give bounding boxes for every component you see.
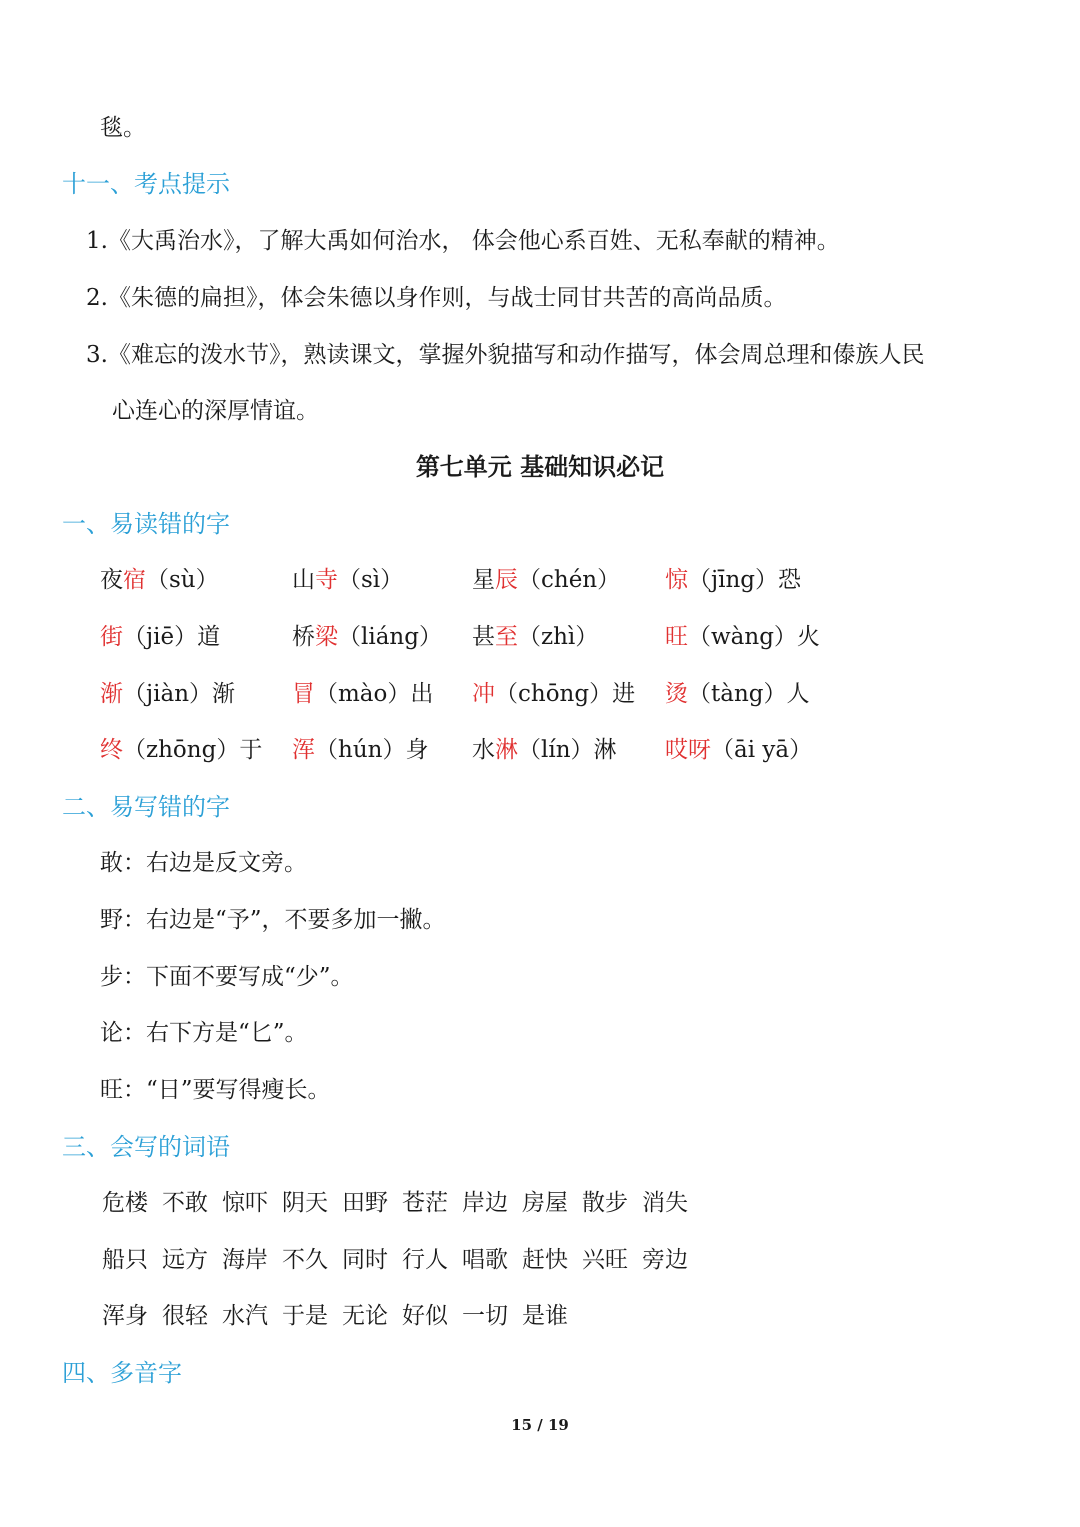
section-11-item-2: 2.《朱德的扁担》，体会朱德以身作则，与战士同甘共苦的高尚品质。 <box>86 285 787 311</box>
section-3-heading: 三、会写的词语 <box>62 1133 230 1161</box>
pinyin-entry-highlight: 淋 <box>495 737 518 763</box>
words-row <box>102 1245 702 1275</box>
pinyin-entry-reading: （chén） <box>518 567 621 593</box>
pinyin-entry-highlight: 宿 <box>123 567 146 593</box>
pinyin-entry-prefix: 水 <box>472 737 495 763</box>
pinyin-entry-highlight: 烫 <box>665 681 688 707</box>
pinyin-entry <box>665 622 820 652</box>
word-item: 兴旺 <box>582 1247 628 1273</box>
section-11-heading: 十一、考点提示 <box>62 170 230 198</box>
section-11-item-3: 3.《难忘的泼水节》，熟读课文，掌握外貌描写和动作描写，体会周总理和傣族人民 <box>86 342 925 368</box>
pinyin-entry-highlight: 冒 <box>292 681 315 707</box>
pinyin-entry-highlight: 街 <box>100 624 123 650</box>
pinyin-entry-reading: （tàng）人 <box>688 681 810 707</box>
pinyin-entry-highlight: 冲 <box>472 681 495 707</box>
word-item: 房屋 <box>522 1190 568 1216</box>
pinyin-entry-reading: （jīng）恐 <box>688 567 802 593</box>
section-1-heading: 一、易读错的字 <box>62 510 230 538</box>
section-2-heading: 二、易写错的字 <box>62 793 230 821</box>
section-11-item-3-cont: 心连心的深厚情谊。 <box>112 398 319 424</box>
section-2-item-4: 论：右下方是“匕”。 <box>100 1020 308 1046</box>
pinyin-entry-prefix: 桥 <box>292 624 315 650</box>
word-item: 一切 <box>462 1303 508 1329</box>
pinyin-entry-reading: （chōng）进 <box>495 681 636 707</box>
pinyin-entry-reading: （lín）淋 <box>518 737 617 763</box>
section-2-item-1: 敢：右边是反文旁。 <box>100 850 307 876</box>
pinyin-entry <box>472 622 598 652</box>
word-item: 危楼 <box>102 1190 148 1216</box>
word-item: 水汽 <box>222 1303 268 1329</box>
word-item: 消失 <box>642 1190 688 1216</box>
pinyin-entry-highlight: 梁 <box>315 624 338 650</box>
pinyin-entry <box>472 565 620 595</box>
pinyin-entry-highlight: 寺 <box>315 567 338 593</box>
pinyin-entry <box>665 679 810 709</box>
pinyin-entry-reading: （wàng）火 <box>688 624 820 650</box>
pinyin-entry-highlight: 浑 <box>292 737 315 763</box>
word-item: 好似 <box>402 1303 448 1329</box>
pinyin-entry <box>100 735 262 765</box>
pinyin-entry-highlight: 哎呀 <box>665 737 711 763</box>
pinyin-entry-highlight: 终 <box>100 737 123 763</box>
pinyin-entry-reading: （sì） <box>338 567 404 593</box>
pinyin-entry-reading: （jiàn）渐 <box>123 681 236 707</box>
pinyin-entry-highlight: 渐 <box>100 681 123 707</box>
word-item: 散步 <box>582 1190 628 1216</box>
pinyin-entry-reading: （zhōng）于 <box>123 737 263 763</box>
pinyin-entry <box>472 679 635 709</box>
section-11-item-1: 1.《大禹治水》，了解大禹如何治水， 体会他心系百姓、无私奉献的精神。 <box>86 228 840 254</box>
pinyin-entry-reading: （mào）出 <box>315 681 434 707</box>
pinyin-entry-reading: （zhì） <box>518 624 599 650</box>
word-item: 不久 <box>282 1247 328 1273</box>
word-item: 船只 <box>102 1247 148 1273</box>
pinyin-entry <box>100 679 235 709</box>
word-item: 很轻 <box>162 1303 208 1329</box>
word-item: 唱歌 <box>462 1247 508 1273</box>
pinyin-entry <box>665 735 812 765</box>
word-item: 惊吓 <box>222 1190 268 1216</box>
pinyin-entry <box>100 622 220 652</box>
words-row <box>102 1188 702 1218</box>
pinyin-entry <box>292 622 442 652</box>
section-2-item-2: 野：右边是“予”，不要多加一撇。 <box>100 907 446 933</box>
word-item: 阴天 <box>282 1190 328 1216</box>
pinyin-entry-highlight: 惊 <box>665 567 688 593</box>
pinyin-entry-highlight: 至 <box>495 624 518 650</box>
pinyin-entry-reading: （sù） <box>146 567 219 593</box>
pinyin-entry-highlight: 旺 <box>665 624 688 650</box>
pinyin-entry-prefix: 山 <box>292 567 315 593</box>
top-fragment: 毯。 <box>100 115 146 141</box>
pinyin-entry-prefix: 星 <box>472 567 495 593</box>
word-item: 海岸 <box>222 1247 268 1273</box>
word-item: 行人 <box>402 1247 448 1273</box>
pinyin-entry <box>665 565 801 595</box>
section-4-heading: 四、多音字 <box>62 1359 182 1387</box>
word-item: 苍茫 <box>402 1190 448 1216</box>
pinyin-entry-reading: （āi yā） <box>711 737 813 763</box>
pinyin-entry <box>292 679 433 709</box>
page-number: 15 / 19 <box>511 1416 569 1434</box>
pinyin-entry <box>292 565 403 595</box>
pinyin-entry-prefix: 夜 <box>100 567 123 593</box>
word-item: 是谁 <box>522 1303 568 1329</box>
pinyin-entry-reading: （liáng） <box>338 624 442 650</box>
word-item: 无论 <box>342 1303 388 1329</box>
word-item: 浑身 <box>102 1303 148 1329</box>
pinyin-entry-highlight: 辰 <box>495 567 518 593</box>
pinyin-entry <box>472 735 617 765</box>
word-item: 岸边 <box>462 1190 508 1216</box>
pinyin-entry-reading: （hún）身 <box>315 737 429 763</box>
pinyin-entry <box>292 735 428 765</box>
word-item: 同时 <box>342 1247 388 1273</box>
section-2-item-3: 步：下面不要写成“少”。 <box>100 964 354 990</box>
pinyin-entry-prefix: 甚 <box>472 624 495 650</box>
pinyin-entry <box>100 565 219 595</box>
word-item: 赶快 <box>522 1247 568 1273</box>
section-2-item-5: 旺：“日”要写得瘦长。 <box>100 1077 331 1103</box>
word-item: 于是 <box>282 1303 328 1329</box>
pinyin-entry-reading: （jiē）道 <box>123 624 221 650</box>
words-row <box>102 1301 582 1331</box>
word-item: 远方 <box>162 1247 208 1273</box>
word-item: 田野 <box>342 1190 388 1216</box>
word-item: 旁边 <box>642 1247 688 1273</box>
word-item: 不敢 <box>162 1190 208 1216</box>
unit-title: 第七单元 基础知识必记 <box>415 452 665 481</box>
